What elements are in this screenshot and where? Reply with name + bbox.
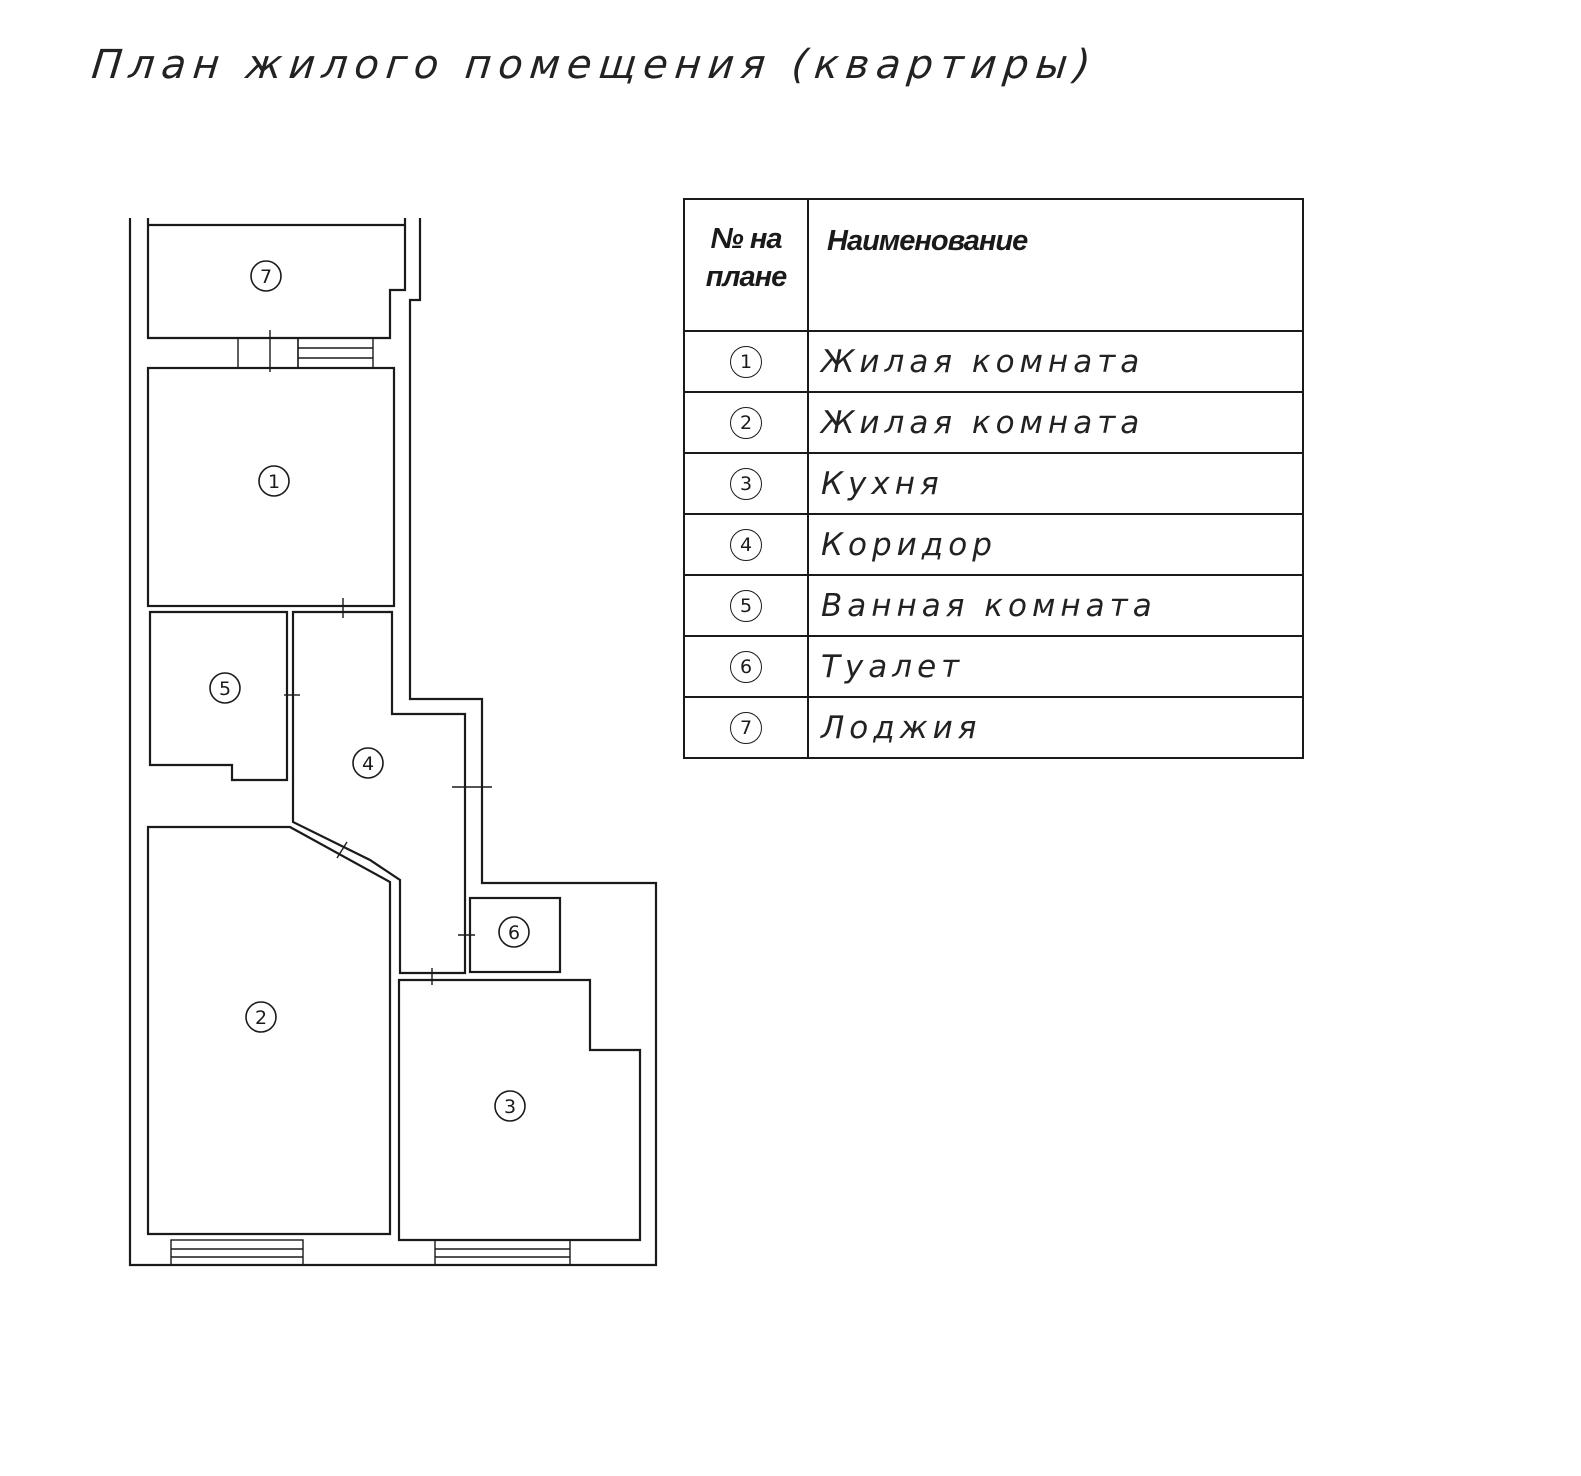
legend-number: 5 xyxy=(730,590,762,622)
floor-plan xyxy=(0,0,700,1300)
room-number-4: 4 xyxy=(361,753,375,775)
legend-number: 1 xyxy=(730,346,762,378)
legend-row xyxy=(684,392,1303,453)
room-marker-6 xyxy=(499,917,529,947)
legend-room-name: Ванная комната xyxy=(808,575,1303,636)
legend-room-name: Коридор xyxy=(808,514,1303,575)
legend-room-name: Кухня xyxy=(808,453,1303,514)
legend-row xyxy=(684,331,1303,392)
room-marker-7 xyxy=(251,261,281,291)
window-room-3 xyxy=(435,1240,570,1265)
room-marker-4 xyxy=(353,748,383,778)
room-marker-5 xyxy=(210,673,240,703)
legend-row xyxy=(684,575,1303,636)
legend-number: 4 xyxy=(730,529,762,561)
legend-number: 7 xyxy=(730,712,762,744)
room-marker-3 xyxy=(495,1091,525,1121)
room-number-7: 7 xyxy=(259,266,273,288)
room-number-2: 2 xyxy=(254,1007,268,1029)
room-legend-table xyxy=(683,198,1304,759)
legend-number: 2 xyxy=(730,407,762,439)
page-title: План жилого помещения (квартиры) xyxy=(89,42,1100,88)
room-marker-1 xyxy=(259,466,289,496)
legend-row xyxy=(684,636,1303,697)
legend-room-name: Жилая комната xyxy=(808,392,1303,453)
room-4-outline xyxy=(293,612,465,973)
legend-row xyxy=(684,514,1303,575)
legend-room-name: Туалет xyxy=(808,636,1303,697)
legend-number: 3 xyxy=(730,468,762,500)
legend-row xyxy=(684,453,1303,514)
loggia-door xyxy=(238,330,298,372)
room-number-5: 5 xyxy=(218,678,232,700)
legend-room-name: Жилая комната xyxy=(808,331,1303,392)
room-number-1: 1 xyxy=(267,471,281,493)
loggia-window xyxy=(298,338,373,368)
legend-number: 6 xyxy=(730,651,762,683)
room-number-6: 6 xyxy=(507,922,521,944)
legend-header-number: № на плане xyxy=(684,199,808,331)
legend-header-name: Наименование xyxy=(808,199,1303,331)
window-room-2 xyxy=(171,1240,303,1265)
legend-room-name: Лоджия xyxy=(808,697,1303,758)
room-number-3: 3 xyxy=(503,1096,517,1118)
legend-row xyxy=(684,697,1303,758)
legend-header-row xyxy=(684,199,1303,331)
room-marker-2 xyxy=(246,1002,276,1032)
